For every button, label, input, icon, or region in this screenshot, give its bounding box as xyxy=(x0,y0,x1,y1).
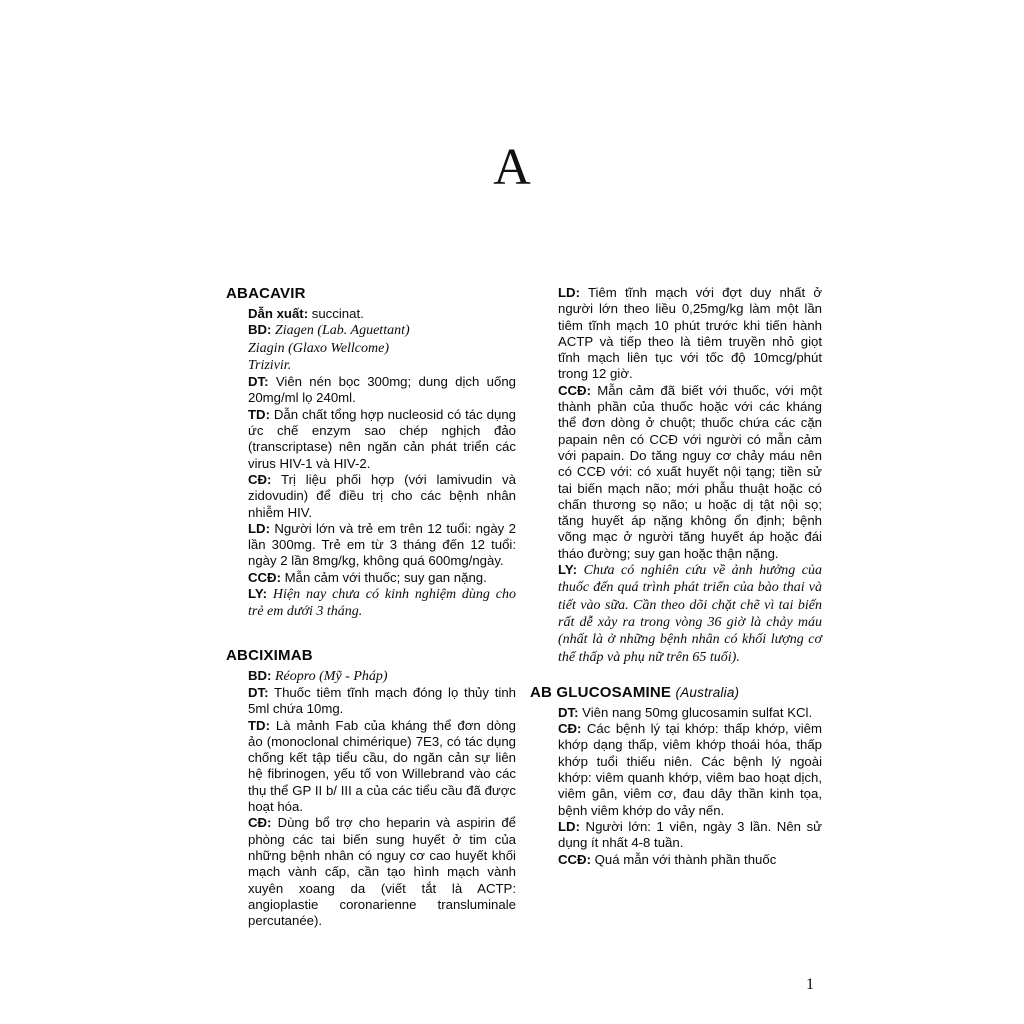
cd-label: CĐ: xyxy=(248,815,272,831)
dt-label: DT: xyxy=(248,374,269,390)
ld-text: Người lớn: 1 viên, ngày 3 lần. Nên sử dụng ít nhất 4-8 tuần. xyxy=(558,818,822,851)
dt-label: DT: xyxy=(248,684,269,700)
bd-label: BD: xyxy=(248,322,272,338)
ly-text: Hiện nay chưa có kinh nghiệm dùng cho trẻ em dưới 3 tháng. xyxy=(248,587,516,620)
dosage-form xyxy=(558,705,822,721)
ccd-label: CCĐ: xyxy=(558,382,591,398)
ccd-text: Mẫn cảm đã biết với thuốc, với một thành phần của thuốc hoặc với các kháng thể đơn dòng ở chuột; thuốc chứa các cặn papain nên có CCĐ với người có mẫn cảm với papain. Do tăng nguy cơ chảy máu nên có CCĐ với: có xuất huyết nội tạng; tiền sử tai biến mạch não; mới phẫu thuật hoặc có chấn thương sọ não; u hoặc dị tật nội sọ; tăng huyết áp nặng không ổn định; bệnh võng mạc ở người tăng huyết áp hoặc đái tháo đường; suy gan hoặc thận nặng. xyxy=(558,382,822,561)
page-number: 1 xyxy=(806,976,814,993)
cd-label: CĐ: xyxy=(558,721,582,737)
td-text: Là mảnh Fab của kháng thể đơn dòng ảo (monoclonal chimérique) 7E3, có tác dụng chống kết tập tiểu cầu, do ngăn cản sự liên hệ fibrinogen, yếu tố von Willebrand vào các thụ thể GP II b/ III a của các tiểu cầu đã được hoạt hóa. xyxy=(248,717,516,815)
entry-ab-glucosamine xyxy=(530,684,822,868)
dosage xyxy=(558,819,822,852)
cd-label: CĐ: xyxy=(248,471,272,487)
dosage xyxy=(248,521,516,570)
note xyxy=(558,562,822,666)
contraindication xyxy=(558,852,822,868)
entry-abciximab xyxy=(226,647,516,930)
dosage xyxy=(558,285,822,383)
cd-text: Trị liệu phối hợp (với lamivudin và zidovudin) để điều trị cho các bệnh nhân nhiễm HIV. xyxy=(248,471,516,520)
td-label: TD: xyxy=(248,717,270,733)
derivative-text: succinat. xyxy=(308,306,364,321)
ly-label: LY: xyxy=(248,586,268,602)
ld-label: LD: xyxy=(248,520,270,536)
indication xyxy=(558,721,822,819)
ccd-label: CCĐ: xyxy=(558,851,591,867)
ccd-label: CCĐ: xyxy=(248,569,281,585)
entry-title xyxy=(530,684,822,702)
dt-label: DT: xyxy=(558,704,579,720)
td-label: TD: xyxy=(248,406,270,422)
ly-label: LY: xyxy=(558,562,578,578)
note xyxy=(248,586,516,621)
entry-origin: (Australia) xyxy=(675,684,740,700)
indication xyxy=(248,472,516,521)
indication xyxy=(248,815,516,929)
brand-names xyxy=(248,322,516,374)
entry-title-text: AB GLUCOSAMINE xyxy=(530,683,672,701)
entry-abciximab-continued xyxy=(530,285,822,666)
ld-text: Tiêm tĩnh mạch với đợt duy nhất ở người lớn theo liều 0,25mg/kg làm một lần tiêm tĩnh mạch 10 phút trước khi tiến hành ACTP và tiếp theo là tiêm truyền nhỏ giọt tĩnh mạch liên tục với tốc độ 10mcg/phút trong 12 giờ. xyxy=(558,285,822,382)
brand-names xyxy=(248,668,516,685)
ld-text: Người lớn và trẻ em trên 12 tuổi: ngày 2 lần 300mg. Trẻ em từ 3 tháng đến 12 tuổi: ngày 2 lần 8mg/kg, không quá 600mg/ngày. xyxy=(248,520,516,569)
ccd-text: Quá mẫn với thành phần thuốc xyxy=(590,851,777,867)
contraindication xyxy=(558,383,822,562)
td-text: Dẫn chất tổng hợp nucleosid có tác dụng ức chế enzym sao chép nghịch đảo (transcriptase) nên ngăn cản phát triển các virus HIV-1 và HIV-2. xyxy=(248,406,516,471)
bd-line-1: Ziagen (Lab. Aguettant) xyxy=(271,323,410,339)
dosage-form xyxy=(248,685,516,718)
dt-text: Viên nén bọc 300mg; dung dịch uống 20mg/ml lọ 240ml. xyxy=(248,374,516,406)
right-column xyxy=(530,285,822,886)
dt-text: Thuốc tiêm tĩnh mạch đóng lọ thủy tinh 5ml chứa 10mg. xyxy=(248,684,516,717)
section-letter: A xyxy=(493,139,531,196)
dt-text: Viên nang 50mg glucosamin sulfat KCl. xyxy=(578,704,813,720)
left-column xyxy=(226,285,516,947)
bd-text: Réopro (Mỹ - Pháp) xyxy=(271,668,388,684)
ld-label: LD: xyxy=(558,818,580,834)
cd-text: Dùng bổ trợ cho heparin và aspirin để phòng các tai biến sung huyết ở tim của những bệnh nhân có nguy cơ cao huyết khối mạch vành cấp, cần tạo hình mạch vành xuyên xoang da (viết tắt là ACTP: angioplastie coronarienne transluminale percutanée). xyxy=(248,815,516,929)
ly-text: Chưa có nghiên cứu về ảnh hưởng của thuốc đến quá trình phát triển của bào thai và tiết vào sữa. Cần theo dõi chặt chẽ vì tai biến rất dễ xảy ra trong vòng 36 giờ là chảy máu (nhất là ở những bệnh nhân có khối lượng cơ thể thấp và phụ nữ trên 65 tuổi). xyxy=(558,563,822,665)
action xyxy=(248,407,516,472)
derivative-label: Dẫn xuất: xyxy=(248,306,309,321)
entry-title: ABACAVIR xyxy=(226,285,306,302)
ccd-text: Mẫn cảm với thuốc; suy gan nặng. xyxy=(280,569,487,585)
ld-label: LD: xyxy=(558,285,580,300)
bd-line-3: Trizivir. xyxy=(248,357,292,373)
dosage-form xyxy=(248,374,516,407)
action xyxy=(248,718,516,816)
entry-abacavir xyxy=(226,285,516,621)
bd-label: BD: xyxy=(248,667,272,683)
entry-title: ABCIXIMAB xyxy=(226,646,313,664)
derivative xyxy=(248,306,516,322)
cd-text: Các bệnh lý tại khớp: thấp khớp, viêm khớp dạng thấp, viêm khớp thoái hóa, thấp khớp tuổi thiếu niên. Các bệnh lý ngoài khớp: viêm quanh khớp, viêm bao hoạt dịch, viêm gân, viêm cơ, đau dây thần kinh tọa, bệnh viêm khớp do vảy nến. xyxy=(558,721,822,818)
bd-line-2: Ziagin (Glaxo Wellcome) xyxy=(248,340,390,356)
contraindication xyxy=(248,570,516,586)
